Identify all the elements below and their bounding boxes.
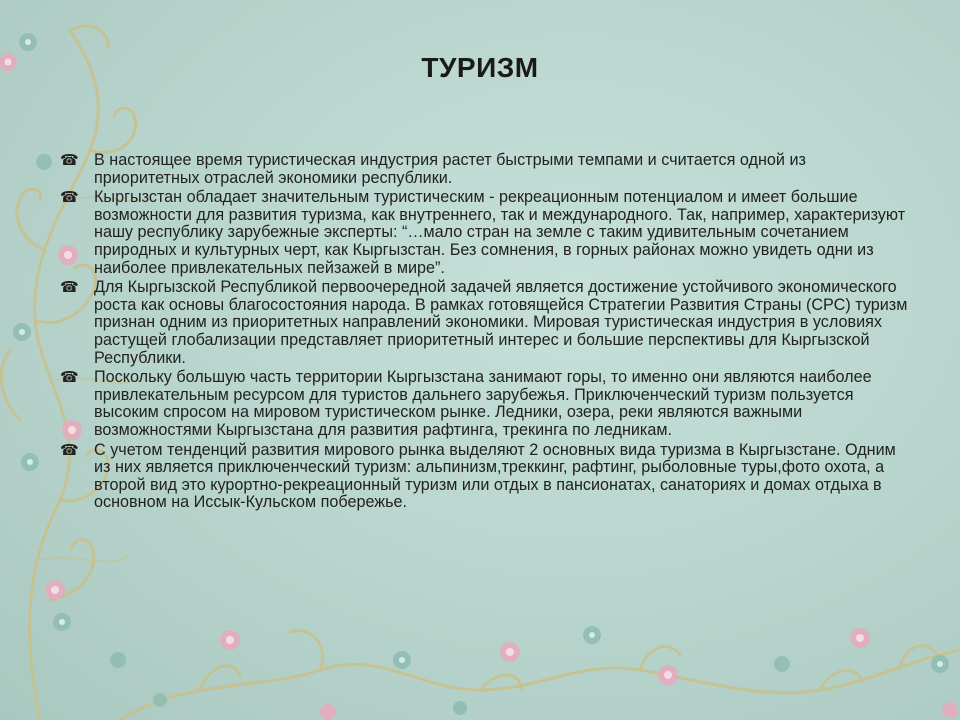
bullet-text: С учетом тенденций развития мирового рынка выделяют 2 основных вида туризма в Кыргызстане. Одним из них является приключенческий туризм: альпинизм,треккинг, рафтинг, рыболовные туры,фото охота, а второй вид это курортно-рекреационный туризм или отдых в пансионатах, санаториях и домах отдыха в основном на Иссык-Кульском побережье. xyxy=(94,440,896,512)
list-item xyxy=(60,369,912,439)
telephone-icon: ☎ xyxy=(60,279,79,297)
list-item xyxy=(60,442,912,512)
bullet-text: В настоящее время туристическая индустрия растет быстрыми темпами и считается одной из приоритетных отраслей экономики республики. xyxy=(94,151,806,187)
list-item xyxy=(60,152,912,187)
slide-title: ТУРИЗМ xyxy=(421,52,539,83)
telephone-icon: ☎ xyxy=(60,369,79,387)
telephone-icon: ☎ xyxy=(60,152,79,169)
bullet-text: Кыргызстан обладает значительным туристическим - рекреационным потенциалом и имеет большие возможности для развития туризма, как внутреннего, так и международного. Так, например, характеризуют нашу республику зарубежные эксперты: “…мало стран на земле с таким удивительным сочетанием природных и культурных черт, как Кыргызстан. Без сомнения, в горных районах можно увидеть одни из наиболее привлекательных пейзажей в мире”. xyxy=(94,188,906,277)
bullet-list xyxy=(60,152,912,514)
bullet-text: Для Кыргызской Республикой первоочередной задачей является достижение устойчивого экономического роста как основы благосостояния народа. В рамках готовящейся Стратегии Развития Страны (СРС) туризм признан одним из приоритетных направлений экономики. Мировая туристическая индустрия в условиях растущей глобализации представляет приоритетный интерес и большие перспективы для Кыргызской Республики. xyxy=(94,278,908,367)
list-item xyxy=(60,279,912,367)
bullet-text: Поскольку большую часть территории Кыргызстана занимают горы, то именно они являются наиболее привлекательным ресурсом для туристов дальнего зарубежья. Приключенческий туризм пользуется высоким спросом на мировом туристическом рынке. Ледники, озера, реки являются важными возможностями Кыргызстана для развития рафтинга, трекинга по ледникам. xyxy=(94,368,872,439)
list-item xyxy=(60,189,912,277)
telephone-icon: ☎ xyxy=(60,189,79,207)
telephone-icon: ☎ xyxy=(60,441,79,459)
